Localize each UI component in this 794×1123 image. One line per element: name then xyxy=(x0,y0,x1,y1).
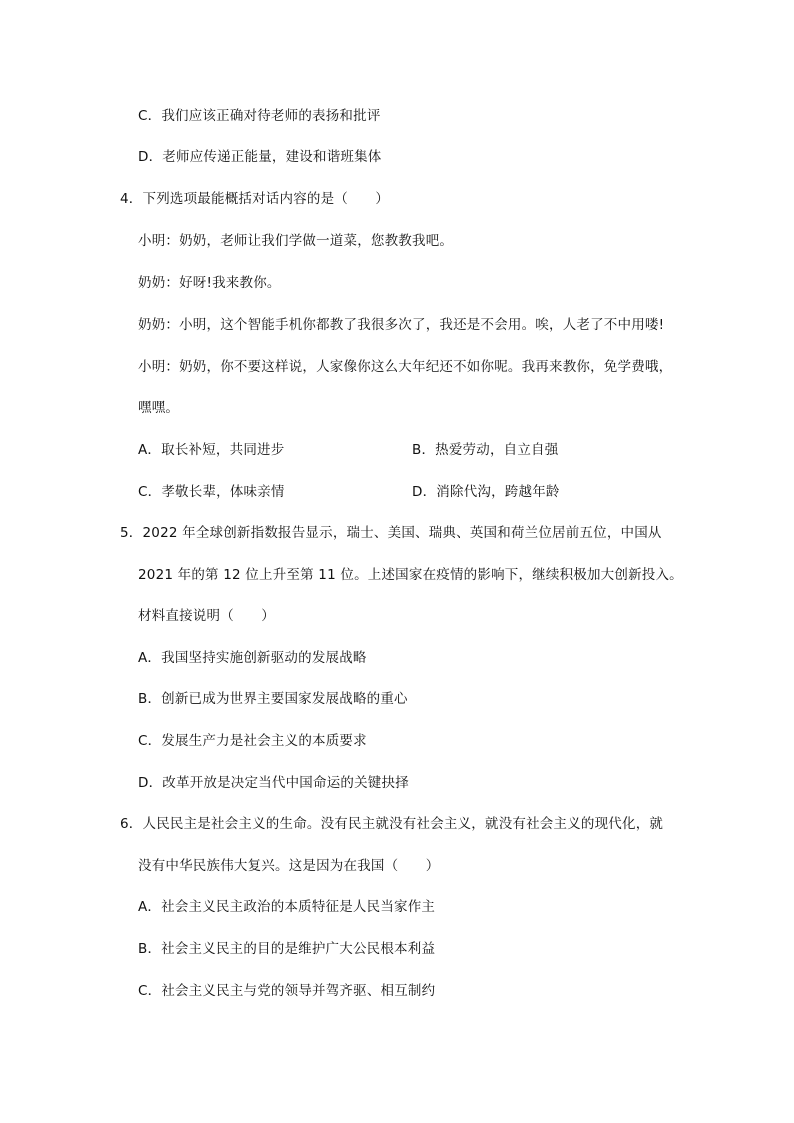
q4-dialogue-line: 奶奶：好呀!我来教你。 xyxy=(138,275,281,291)
q5-stem-line: 5．2022 年全球创新指数报告显示，瑞士、美国、瑞典、英国和荷兰位居前五位，中国从 xyxy=(120,525,662,541)
q5-option-b: B．创新已成为世界主要国家发展战略的重心 xyxy=(138,691,408,707)
q6-stem-line: 6．人民民主是社会主义的生命。没有民主就没有社会主义，就没有社会主义的现代化，就 xyxy=(120,816,664,832)
q6-option-a: A．社会主义民主政治的本质特征是人民当家作主 xyxy=(138,899,436,915)
q4-option-d: D．消除代沟，跨越年龄 xyxy=(412,484,560,500)
q5-option-c: C．发展生产力是社会主义的本质要求 xyxy=(138,733,367,749)
q5-stem-line: 2021 年的第 12 位上升至第 11 位。上述国家在疫情的影响下，继续积极加大创新投入。 xyxy=(138,567,683,583)
q5-option-a: A．我国坚持实施创新驱动的发展战略 xyxy=(138,650,367,666)
q4-stem: 4．下列选项最能概括对话内容的是（ ） xyxy=(120,191,390,207)
q3-option-c: C．我们应该正确对待老师的表扬和批评 xyxy=(138,108,381,124)
q4-dialogue-line: 小明：奶奶，老师让我们学做一道菜，您教教我吧。 xyxy=(138,233,454,249)
q4-dialogue-line: 小明：奶奶，你不要这样说，人家像你这么大年纪还不如你呢。我再来教你，免学费哦， xyxy=(138,359,673,375)
q5-option-d: D．改革开放是决定当代中国命运的关键抉择 xyxy=(138,775,409,791)
q4-option-a: A．取长补短，共同进步 xyxy=(138,442,285,458)
q4-dialogue-line: 奶奶：小明，这个智能手机你都教了我很多次了，我还是不会用。唉，人老了不中用喽! xyxy=(138,317,665,333)
q4-option-b: B．热爱劳动，自立自强 xyxy=(412,442,559,458)
q4-option-c: C．孝敬长辈，体味亲情 xyxy=(138,484,285,500)
q6-stem-line: 没有中华民族伟大复兴。这是因为在我国（ ） xyxy=(138,858,440,874)
q4-dialogue-line: 嘿嘿。 xyxy=(138,400,180,416)
q5-stem-line: 材料直接说明（ ） xyxy=(138,608,275,624)
q3-option-d: D．老师应传递正能量，建设和谐班集体 xyxy=(138,149,382,165)
q6-option-c: C．社会主义民主与党的领导并驾齐驱、相互制约 xyxy=(138,983,436,999)
q6-option-b: B．社会主义民主的目的是维护广大公民根本利益 xyxy=(138,941,436,957)
